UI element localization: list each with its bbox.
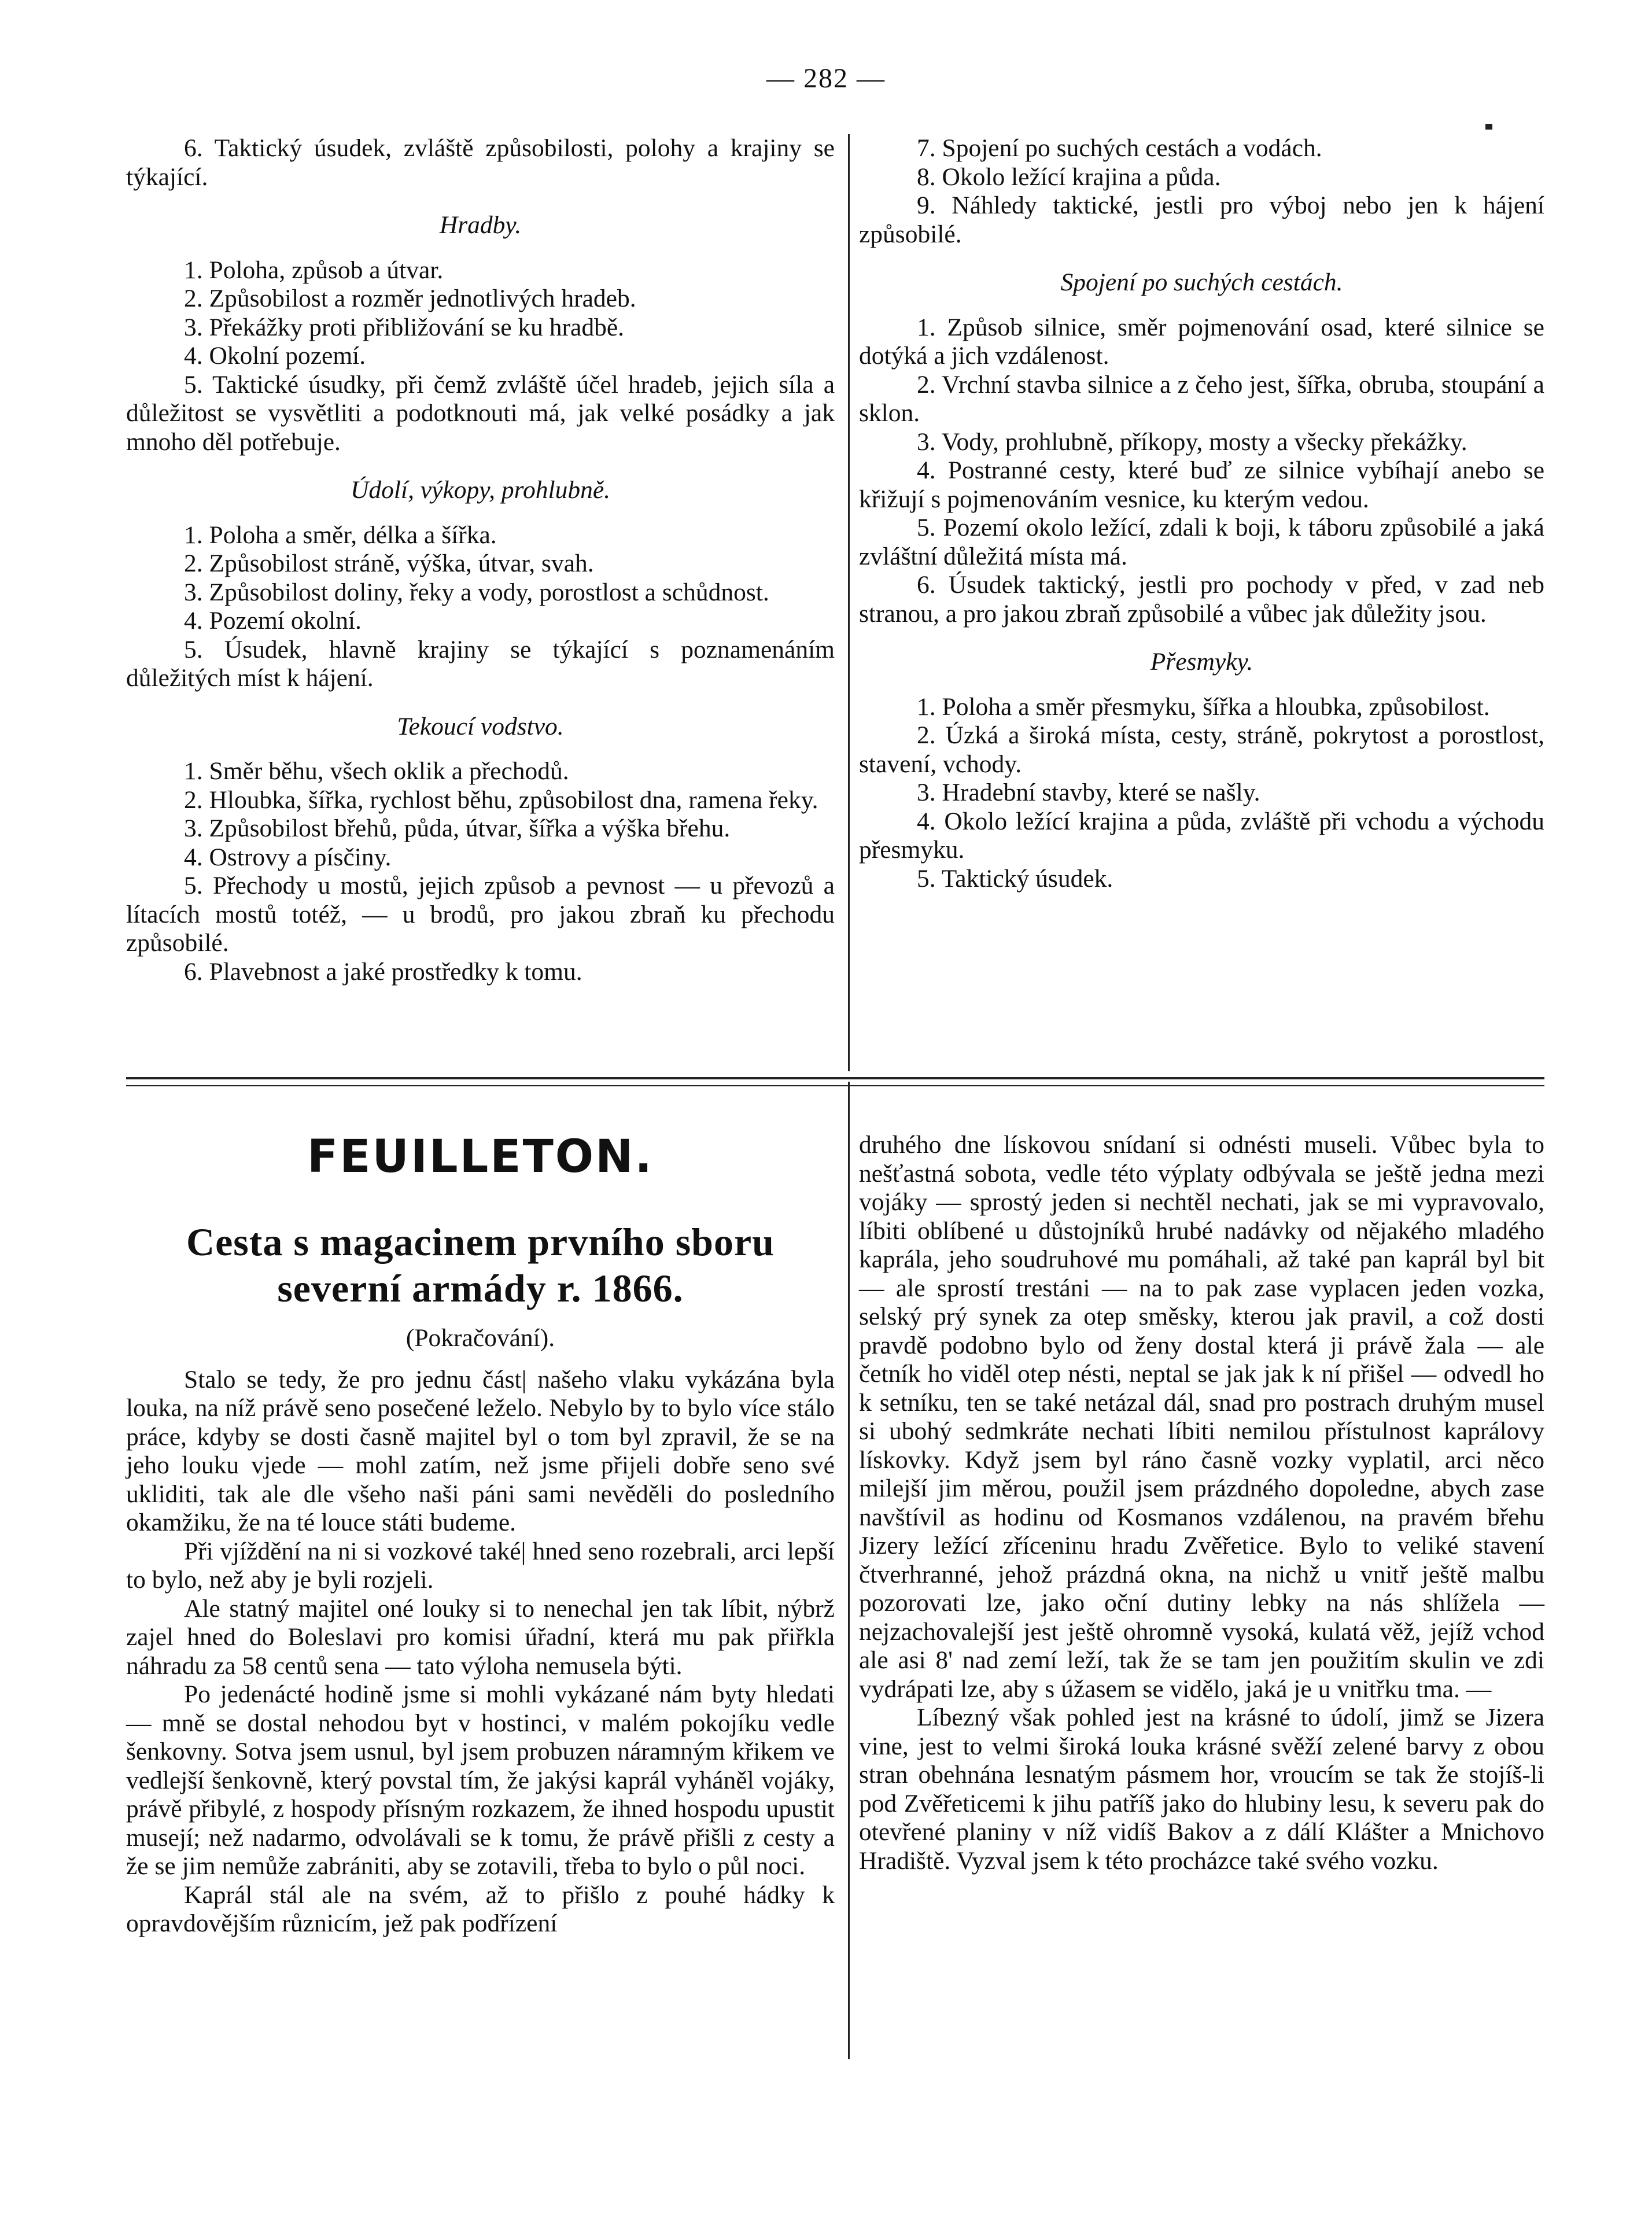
section-title-vodstvo: Tekoucí vodstvo.: [397, 712, 564, 740]
article-title-line-2: severní armády r. 1866.: [277, 1266, 684, 1310]
article-paragraph: Kaprál stál ale na svém, až to přišlo z pouhé hádky k opravdovějším různicím, jež pak podřízení: [126, 1881, 835, 1937]
list-item: 5. Pozemí okolo ležící, zdali k boji, k táboru způsobilé a jaká zvláštní důležitá místa má.: [859, 514, 1544, 570]
list-item: 6. Úsudek taktický, jestli pro pochody v před, v zad neb stranou, a pro jakou zbraň způsobilé a vůbec jak důležity jsou.: [859, 571, 1544, 628]
list-item: 5. Úsudek, hlavně krajiny se týkající s poznamenáním důležitých míst k hájení.: [126, 635, 835, 692]
list-item: 2. Způsobilost a rozměr jednotlivých hradeb.: [184, 285, 636, 312]
left-column-top: [126, 134, 835, 986]
article-paragraph: Ale statný majitel oné louky si to nenechal jen tak líbit, nýbrž zajel hned do Boleslavi pro komisi úřadní, která mu pak přiřkla náhradu za 58 centů sena — tato výloha nemusela býti.: [126, 1594, 835, 1680]
right-column-top: [859, 134, 1544, 893]
list-item: 3. Vody, prohlubně, příkopy, mosty a všecky překážky.: [917, 427, 1467, 456]
section-title-spojeni: Spojení po suchých cestách.: [1060, 268, 1343, 296]
section-title-udoli: Údolí, výkopy, prohlubně.: [351, 476, 610, 504]
list-item: 6. Plavebnost a jaké prostředky k tomu.: [184, 957, 582, 986]
list-item: 4. Postranné cesty, které buď ze silnice vybíhají anebo se křižují s pojmenováním vesnice, ku kterým vedou.: [859, 456, 1544, 513]
page-number: — 282 —: [766, 63, 886, 94]
section-title-hradby: Hradby.: [439, 211, 522, 239]
list-item: 1. Směr běhu, všech oklik a přechodů.: [184, 757, 569, 785]
article-title-line-1: Cesta s magacinem prvního sboru: [186, 1220, 775, 1264]
article-paragraph: Líbezný však pohled jest na krásné to údolí, jimž se Jizera vine, jest to velmi široká louka krásné svěží zelené barvy z obou stran obehnána lesnatým pásmem hor, vroucím se tak že stojíš-li pod Zvěřeticemi k jihu patříš jako do hlubiny lesu, k severu pak do otevřené planiny v níž vidíš Bakov a z dálí Klášter a Mnichovo Hradiště. Vyzval jsem k této procházce také svého vozku.: [859, 1704, 1544, 1875]
intro-paragraph: 6. Taktický úsudek, zvláště způsobilosti, polohy a krajiny se týkající.: [126, 134, 835, 191]
list-item: 4. Ostrovy a písčiny.: [184, 843, 392, 871]
list-item: 3. Způsobilost břehů, půda, útvar, šířka a výška břehu.: [184, 814, 731, 842]
article-paragraph: Po jedenácté hodině jsme si mohli vykázané nám byty hledati — mně se dostal nehodou byt v hostinci, v malém pokojíku vedle šenkovny. Sotva jsem usnul, byl jsem probuzen náramným křikem ve vedlejší šenkovně, který povstal tím, že jakýsi kaprál vyháněl vojáky, právě přibylé, z hospody přísným rozkazem, že ihned hospodu upustit musejí; než nadarmo, odvolávali se k tomu, že právě přišli z cesty a že se jim nemůže zabrániti, aby se zotavili, třeba to bylo o půl noci.: [126, 1680, 835, 1880]
section-divider-rule-thin: [126, 1085, 1544, 1086]
list-item: 1. Poloha, způsob a útvar.: [184, 256, 444, 284]
article-paragraph: Při vjíždění na ni si vozkové také| hned seno rozebrali, arci lepší to bylo, než aby je byli rozjeli.: [126, 1537, 835, 1594]
list-item: 4. Pozemí okolní.: [184, 607, 362, 635]
list-item: 5. Taktické úsudky, při čemž zvláště účel hradeb, jejich síla a důležitost se vysvětliti a podotknouti má, jak velké posádky a jak mnoho děl potřebuje.: [126, 370, 835, 456]
article-title: [126, 1219, 835, 1311]
list-item: 2. Způsobilost stráně, výška, útvar, svah.: [184, 550, 594, 577]
article-paragraph: druhého dne lískovou snídaní si odnésti museli. Vůbec byla to nešťastná sobota, vedle této výplaty odbývala se ještě jedna mezi vojáky — sprostý jeden si nechtěl nechati, jak se mi vypravovalo, líbiti oblíbené u důstojníků hrubé nadávky od nějakého mladého kaprála, jeho soudruhové mu pomáhali, až také pan kaprál byl bit — ale sprostí trestáni — na to pak zase vyplacen jeden vozka, selský prý synek za otep směsky, kterou jak pravil, a což dosti pravdě podobno bylo od ženy dostal která ji právě žala — ale četník ho viděl otep nésti, neptal se jak jak k ní přišel — odvedl ho k setníku, ten se také netázal dál, snad pro postrach druhým musel si ubohý sedmkráte nechati líbiti nemilou přístulnost kaprálovy lískovky. Když jsem byl ráno časně vozky vyplatil, arci něco milejší jim měrou, použil jsem prázdného dopoledne, abych zase navštívil as hodinu od Kosmanos vzdálenou, na pravém břehu Jizery ležící zříceninu hradu Zvěřetice. Bylo to veliké stavení čtverhranné, jehož prázdná okna, na nichž u vnitř ještě malbu pozorovati lze, jako oční dutiny lebky na nás shlížela — nejzachovalejší jest ještě ohromně vysoká, kulatá věž, jejíž vchod ale asi 8' nad zemí leží, tak že se tam jen použitím skulin ve zdi vydrápati lze, aby s úžasem se vidělo, jaká je u vnitřku tma. —: [859, 1131, 1544, 1703]
list-item: 4. Okolní pozemí.: [184, 342, 366, 370]
section-title-presmyky: Přesmyky.: [1150, 648, 1253, 676]
list-item: 2. Hloubka, šířka, rychlost běhu, způsobilost dna, ramena řeky.: [184, 786, 818, 814]
article-paragraph: Stalo se tedy, že pro jednu část| našeho vlaku vykázána byla louka, na níž právě seno posečené leželo. Nebylo by to bylo více stálo práce, kdyby se dosti časně majitel byl o tom byl zpravil, že se na jeho louku vjede — mohl zatím, než jsme přijeli dobře seno své ukliditi, tak ale dle všeho naši páni sami nevěděli do posledního okamžiku, že na té louce státi budeme.: [126, 1365, 835, 1536]
feuilleton-left-column: [126, 1131, 835, 1938]
ink-mark: [1485, 124, 1492, 130]
continuation-note: (Pokračování).: [405, 1324, 555, 1352]
list-item: 1. Poloha a směr, délka a šířka.: [184, 521, 497, 549]
list-item: 8. Okolo ležící krajina a půda.: [917, 163, 1221, 191]
list-item: 1. Poloha a směr přesmyku, šířka a hloubka, způsobilost.: [917, 692, 1490, 721]
section-divider-rule: [126, 1077, 1544, 1079]
list-item: 3. Překážky proti přibližování se ku hradbě.: [184, 313, 625, 341]
list-item: 9. Náhledy taktické, jestli pro výboj nebo jen k hájení způsobilé.: [859, 191, 1544, 248]
list-item: 1. Způsob silnice, směr pojmenování osad, které silnice se dotýká a jich vzdálenost.: [859, 313, 1544, 370]
feuilleton-right-column: [859, 1131, 1544, 1875]
list-item: 7. Spojení po suchých cestách a vodách.: [917, 134, 1322, 162]
list-item: 5. Přechody u mostů, jejich způsob a pevnost — u převozů a lítacích mostů totéž, — u brodů, pro jakou zbraň ku přechodu způsobilé.: [126, 872, 835, 957]
list-item: 2. Úzká a široká místa, cesty, stráně, pokrytost a porostlost, stavení, vchody.: [859, 721, 1544, 778]
column-divider-bottom: [848, 1082, 850, 2059]
list-item: 5. Taktický úsudek.: [917, 864, 1113, 893]
column-divider-top: [848, 134, 850, 1071]
feuilleton-heading: FEUILLETON.: [307, 1131, 654, 1183]
list-item: 3. Způsobilost doliny, řeky a vody, porostlost a schůdnost.: [184, 578, 769, 606]
list-item: 4. Okolo ležící krajina a půda, zvláště při vchodu a východu přesmyku.: [859, 807, 1544, 864]
list-item: 3. Hradební stavby, které se našly.: [917, 779, 1260, 806]
list-item: 2. Vrchní stavba silnice a z čeho jest, šířka, obruba, stoupání a sklon.: [859, 370, 1544, 427]
